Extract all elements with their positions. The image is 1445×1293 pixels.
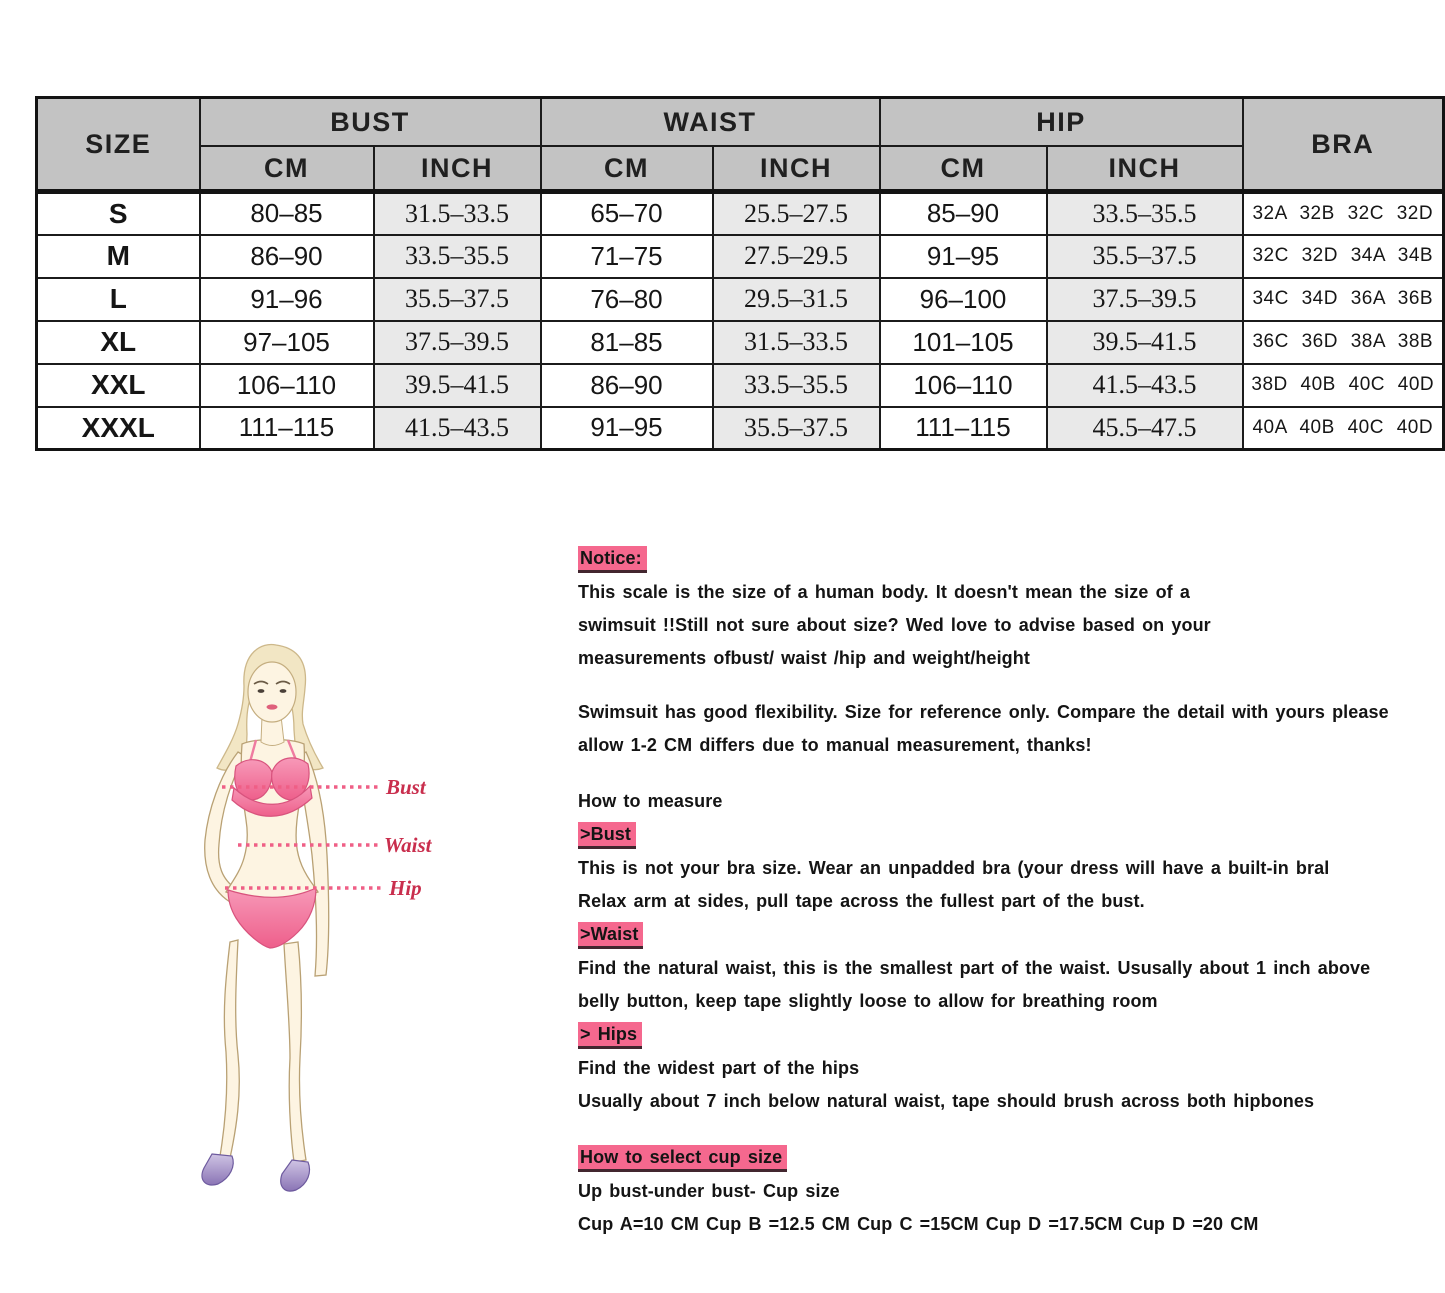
sizing-instructions: [578, 542, 1443, 1241]
subheader-hip-cm: CM: [880, 146, 1047, 192]
size-label: L: [37, 278, 200, 321]
waist-inch-value: 35.5–37.5: [713, 407, 880, 450]
waist-cm-value: 81–85: [541, 321, 713, 364]
waist-inch-value: 25.5–27.5: [713, 192, 880, 235]
size-chart: [35, 96, 1445, 451]
waist-text-line: Find the natural waist, this is the smallest part of the waist. Ususally about 1 inch above: [578, 958, 1371, 978]
col-header-hip: HIP: [880, 98, 1243, 147]
size-label: XXL: [37, 364, 200, 407]
waist-cm-value: 86–90: [541, 364, 713, 407]
bust-label: Bust: [386, 775, 426, 799]
waist-inch-value: 33.5–35.5: [713, 364, 880, 407]
col-header-waist: WAIST: [541, 98, 880, 147]
lips: [267, 704, 278, 709]
bust-cm-value: 91–96: [200, 278, 374, 321]
bust-cm-value: 80–85: [200, 192, 374, 235]
col-header-bra: BRA: [1243, 98, 1444, 192]
bust-inch-value: 35.5–37.5: [374, 278, 541, 321]
bust-text-line: Relax arm at sides, pull tape across the fullest part of the bust.: [578, 891, 1145, 911]
hip-inch-value: 45.5–47.5: [1047, 407, 1243, 450]
hips-text-line: Usually about 7 inch below natural waist, tape should brush across both hipbones: [578, 1091, 1315, 1111]
hip-inch-value: 41.5–43.5: [1047, 364, 1243, 407]
size-label: XL: [37, 321, 200, 364]
table-row-xl: [37, 321, 1444, 364]
woman-sketch: [150, 640, 480, 1240]
notice-text-line: measurements ofbust/ waist /hip and weight/height: [578, 648, 1030, 668]
bra-value: 40A 40B 40C 40D: [1243, 407, 1444, 450]
bust-inch-value: 31.5–33.5: [374, 192, 541, 235]
right-shoe: [281, 1160, 310, 1191]
head: [248, 662, 296, 722]
notice-text-line: This scale is the size of a human body. It doesn't mean the size of a: [578, 582, 1190, 602]
subheader-bust-cm: CM: [200, 146, 374, 192]
hip-cm-value: 85–90: [880, 192, 1047, 235]
right-leg: [284, 942, 306, 1162]
waist-inch-value: 27.5–29.5: [713, 235, 880, 278]
waist-inch-value: 29.5–31.5: [713, 278, 880, 321]
hip-label: Hip: [389, 876, 422, 900]
waist-cm-value: 71–75: [541, 235, 713, 278]
hip-inch-value: 33.5–35.5: [1047, 192, 1243, 235]
waist-cm-value: 65–70: [541, 192, 713, 235]
measurement-figure-illustration: [150, 640, 480, 1240]
hip-cm-value: 91–95: [880, 235, 1047, 278]
bust-cm-value: 97–105: [200, 321, 374, 364]
cup-text-line: Cup A=10 CM Cup B =12.5 CM Cup C =15CM Cup D =17.5CM Cup D =20 CM: [578, 1214, 1259, 1234]
bra-value: 38D 40B 40C 40D: [1243, 364, 1444, 407]
size-label: S: [37, 192, 200, 235]
notice-text-line: swimsuit !!Still not sure about size? Wed love to advise based on your: [578, 615, 1211, 635]
bust-text-line: This is not your bra size. Wear an unpadded bra (your dress will have a built-in bral: [578, 858, 1330, 878]
bust-inch-value: 41.5–43.5: [374, 407, 541, 450]
waist-text-line: belly button, keep tape slightly loose to allow for breathing room: [578, 991, 1158, 1011]
waist-inch-value: 31.5–33.5: [713, 321, 880, 364]
table-row-xxl: [37, 364, 1444, 407]
bust-inch-value: 37.5–39.5: [374, 321, 541, 364]
left-eye: [258, 689, 265, 693]
table-row-l: [37, 278, 1444, 321]
hip-inch-value: 35.5–37.5: [1047, 235, 1243, 278]
col-header-size: SIZE: [37, 98, 200, 192]
hips-text-line: Find the widest part of the hips: [578, 1058, 860, 1078]
hip-cm-value: 106–110: [880, 364, 1047, 407]
left-leg: [220, 940, 239, 1158]
subheader-waist-inch: INCH: [713, 146, 880, 192]
bra-value: 32A 32B 32C 32D: [1243, 192, 1444, 235]
table-row-s: [37, 192, 1444, 235]
bust-cm-value: 86–90: [200, 235, 374, 278]
col-header-bust: BUST: [200, 98, 541, 147]
hip-inch-value: 39.5–41.5: [1047, 321, 1243, 364]
subheader-hip-inch: INCH: [1047, 146, 1243, 192]
waist-label: Waist: [384, 833, 432, 857]
hip-cm-value: 101–105: [880, 321, 1047, 364]
subheader-bust-inch: INCH: [374, 146, 541, 192]
bra-value: 34C 34D 36A 36B: [1243, 278, 1444, 321]
hip-inch-value: 37.5–39.5: [1047, 278, 1243, 321]
notice-heading: Notice:: [578, 546, 647, 573]
hips-section-heading: > Hips: [578, 1022, 642, 1049]
size-label: XXXL: [37, 407, 200, 450]
bra-value: 36C 36D 38A 38B: [1243, 321, 1444, 364]
right-eye: [280, 689, 287, 693]
table-row-xxxl: [37, 407, 1444, 450]
bust-section-heading: >Bust: [578, 822, 636, 849]
hip-cm-value: 96–100: [880, 278, 1047, 321]
bust-cm-value: 106–110: [200, 364, 374, 407]
bust-inch-value: 33.5–35.5: [374, 235, 541, 278]
how-to-measure-heading: How to measure: [578, 791, 723, 811]
hip-cm-value: 111–115: [880, 407, 1047, 450]
subheader-waist-cm: CM: [541, 146, 713, 192]
bust-cm-value: 111–115: [200, 407, 374, 450]
bikini-bottom: [228, 888, 316, 948]
size-label: M: [37, 235, 200, 278]
waist-cm-value: 91–95: [541, 407, 713, 450]
bust-inch-value: 39.5–41.5: [374, 364, 541, 407]
waist-cm-value: 76–80: [541, 278, 713, 321]
flexibility-text-line: Swimsuit has good flexibility. Size for reference only. Compare the detail with yours please: [578, 702, 1389, 722]
size-chart-table: [35, 96, 1445, 451]
cup-size-heading: How to select cup size: [578, 1145, 787, 1172]
left-shoe: [202, 1154, 233, 1185]
cup-text-line: Up bust-under bust- Cup size: [578, 1181, 840, 1201]
waist-section-heading: >Waist: [578, 922, 643, 949]
table-row-m: [37, 235, 1444, 278]
flexibility-text-line: allow 1-2 CM differs due to manual measurement, thanks!: [578, 735, 1092, 755]
bra-value: 32C 32D 34A 34B: [1243, 235, 1444, 278]
